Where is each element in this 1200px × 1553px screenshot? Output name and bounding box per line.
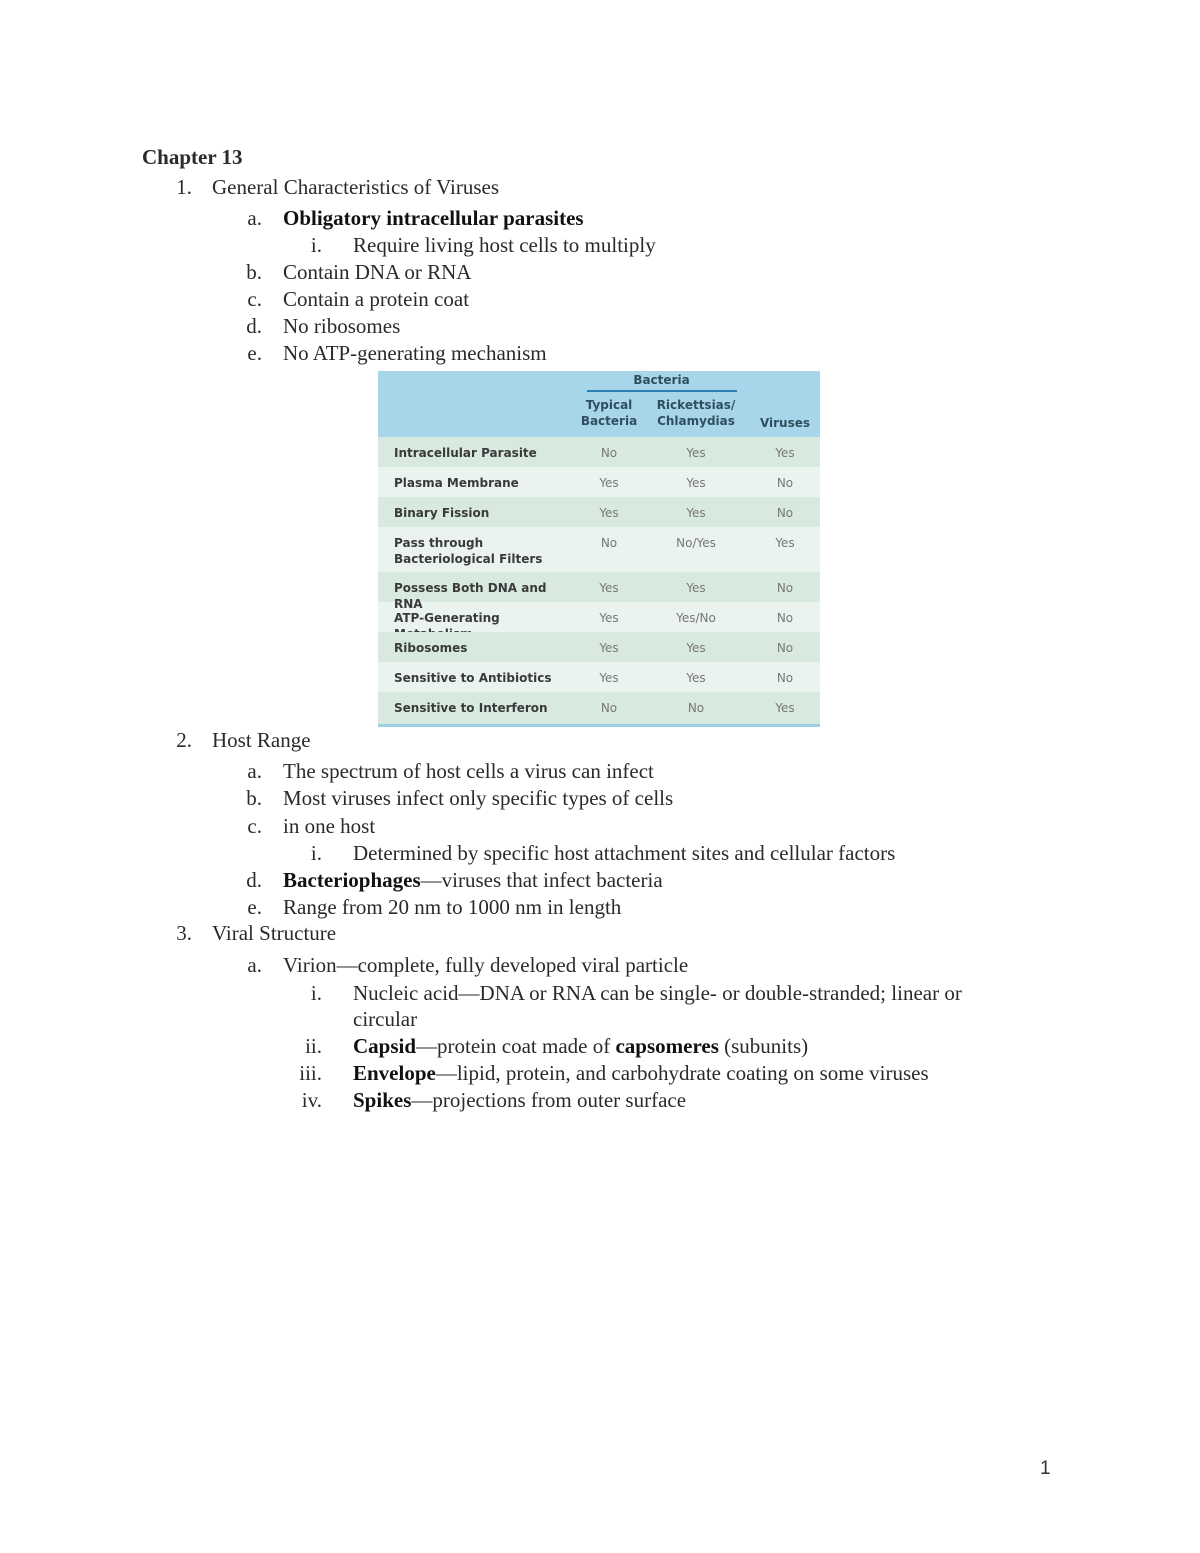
subitem-marker: iv. (301, 1088, 322, 1112)
subitem-text: Determined by specific host attachment sites and cellular factors (353, 841, 896, 865)
table-row-label: Sensitive to Interferon (394, 701, 548, 715)
item-text: —viruses that infect bacteria (420, 868, 663, 892)
table-cell: Yes (599, 611, 619, 625)
subitem-marker: i. (310, 981, 322, 1005)
table-cell: Yes (775, 446, 795, 460)
subitem-text: —protein coat made of (416, 1034, 616, 1058)
table-row (378, 467, 820, 497)
table-row (378, 602, 820, 632)
item-text: The spectrum of host cells a virus can infect (283, 759, 654, 783)
table-cell: No (776, 611, 794, 625)
group-header-rule (587, 390, 737, 392)
table-cell: Yes (686, 476, 706, 490)
page-number: 1 (1040, 1458, 1051, 1479)
table-cell: No/Yes (676, 536, 716, 550)
table-row-label: Possess Both DNA and RNA (394, 581, 547, 611)
item-marker: a. (247, 206, 262, 230)
item-text: Contain a protein coat (283, 287, 470, 311)
table-row (378, 632, 820, 662)
table-cell: Yes (775, 536, 795, 550)
item-text: Range from 20 nm to 1000 nm in length (283, 895, 622, 919)
section-heading: Host Range (212, 728, 311, 752)
table-column-header: Typical Bacteria (580, 398, 638, 428)
table-cell: No (776, 581, 794, 595)
table-cell: Yes (686, 446, 706, 460)
item-text: Virion—complete, fully developed viral particle (283, 953, 689, 977)
subitem-text: Nucleic acid—DNA or RNA can be single- or double-stranded; linear or (353, 981, 962, 1005)
item-marker: d. (246, 314, 262, 338)
item-marker: e. (247, 341, 262, 365)
table-group-header: Bacteria (633, 373, 690, 387)
section-marker: 3. (176, 921, 192, 945)
table-row-label: Pass through Bacteriological Filters (394, 536, 543, 566)
item-marker: a. (247, 759, 262, 783)
section-heading: Viral Structure (212, 921, 337, 945)
table-cell: Yes (686, 641, 706, 655)
item-text: No ATP-generating mechanism (283, 341, 547, 365)
table-cell: Yes (599, 581, 619, 595)
subitem-text: —projections from outer surface (411, 1088, 687, 1112)
subitem-bold-text: Capsid (353, 1034, 417, 1058)
subitem-text: Require living host cells to multiply (353, 233, 656, 257)
table-cell: No (600, 536, 618, 550)
table-row-label: Intracellular Parasite (394, 446, 537, 460)
table-cell: No (776, 641, 794, 655)
table-row (378, 572, 820, 611)
table-column-header: Viruses (759, 416, 811, 430)
subitem-marker: iii. (299, 1061, 322, 1085)
table-row-label: Ribosomes (394, 641, 468, 655)
table-row (378, 527, 820, 572)
item-marker: b. (246, 786, 262, 810)
table-cell: Yes (686, 581, 706, 595)
table-row (378, 692, 820, 724)
subitem-marker: i. (310, 233, 322, 257)
item-text: No ribosomes (283, 314, 401, 338)
table-cell: No (776, 506, 794, 520)
table-row-label: Plasma Membrane (394, 476, 519, 490)
table-column-header: Rickettsias/ Chlamydias (656, 398, 736, 428)
item-bold-text: Bacteriophages (283, 868, 421, 892)
table-cell: No (600, 446, 618, 460)
table-row (378, 662, 820, 692)
subitem-text: —lipid, protein, and carbohydrate coating on some viruses (435, 1061, 929, 1085)
table-row-label: ATP-Generating (394, 611, 500, 625)
item-marker: e. (247, 895, 262, 919)
table-cell: Yes/No (676, 611, 716, 625)
table-row (378, 497, 820, 527)
table-cell: Yes (775, 701, 795, 715)
subitem-marker: ii. (305, 1034, 322, 1058)
table-row-label: Sensitive to Antibiotics (394, 671, 552, 685)
table-cell: Yes (599, 506, 619, 520)
table-cell: Yes (599, 476, 619, 490)
comparison-table (378, 371, 820, 727)
table-cell: Yes (686, 506, 706, 520)
table-row-label: Binary Fission (394, 506, 490, 520)
item-text: Most viruses infect only specific types of cells (283, 786, 674, 810)
table-row (378, 437, 820, 467)
subitem-bold-text: capsomeres (615, 1034, 719, 1058)
subitem-text: (subunits) (718, 1034, 809, 1058)
table-cell: Yes (599, 671, 619, 685)
table-cell: Yes (686, 671, 706, 685)
subitem-bold-text: Spikes (353, 1088, 412, 1112)
item-marker: c. (247, 287, 262, 311)
section-marker: 1. (176, 175, 192, 199)
item-marker: c. (247, 814, 262, 838)
item-marker: b. (246, 260, 262, 284)
subitem-text: circular (353, 1007, 418, 1031)
item-text: Contain DNA or RNA (283, 260, 472, 284)
subitem-marker: i. (310, 841, 322, 865)
table-cell: No (776, 671, 794, 685)
item-bold-text: Obligatory intracellular parasites (283, 206, 584, 230)
table-cell: No (687, 701, 705, 715)
chapter-title: Chapter 13 (142, 145, 243, 169)
table-header (378, 371, 820, 437)
table-cell: No (600, 701, 618, 715)
item-marker: d. (246, 868, 262, 892)
item-marker: a. (247, 953, 262, 977)
section-marker: 2. (176, 728, 192, 752)
section-heading: General Characteristics of Viruses (212, 175, 499, 199)
item-text: in one host (283, 814, 376, 838)
table-cell: Yes (599, 641, 619, 655)
subitem-bold-text: Envelope (353, 1061, 436, 1085)
table-cell: No (776, 476, 794, 490)
